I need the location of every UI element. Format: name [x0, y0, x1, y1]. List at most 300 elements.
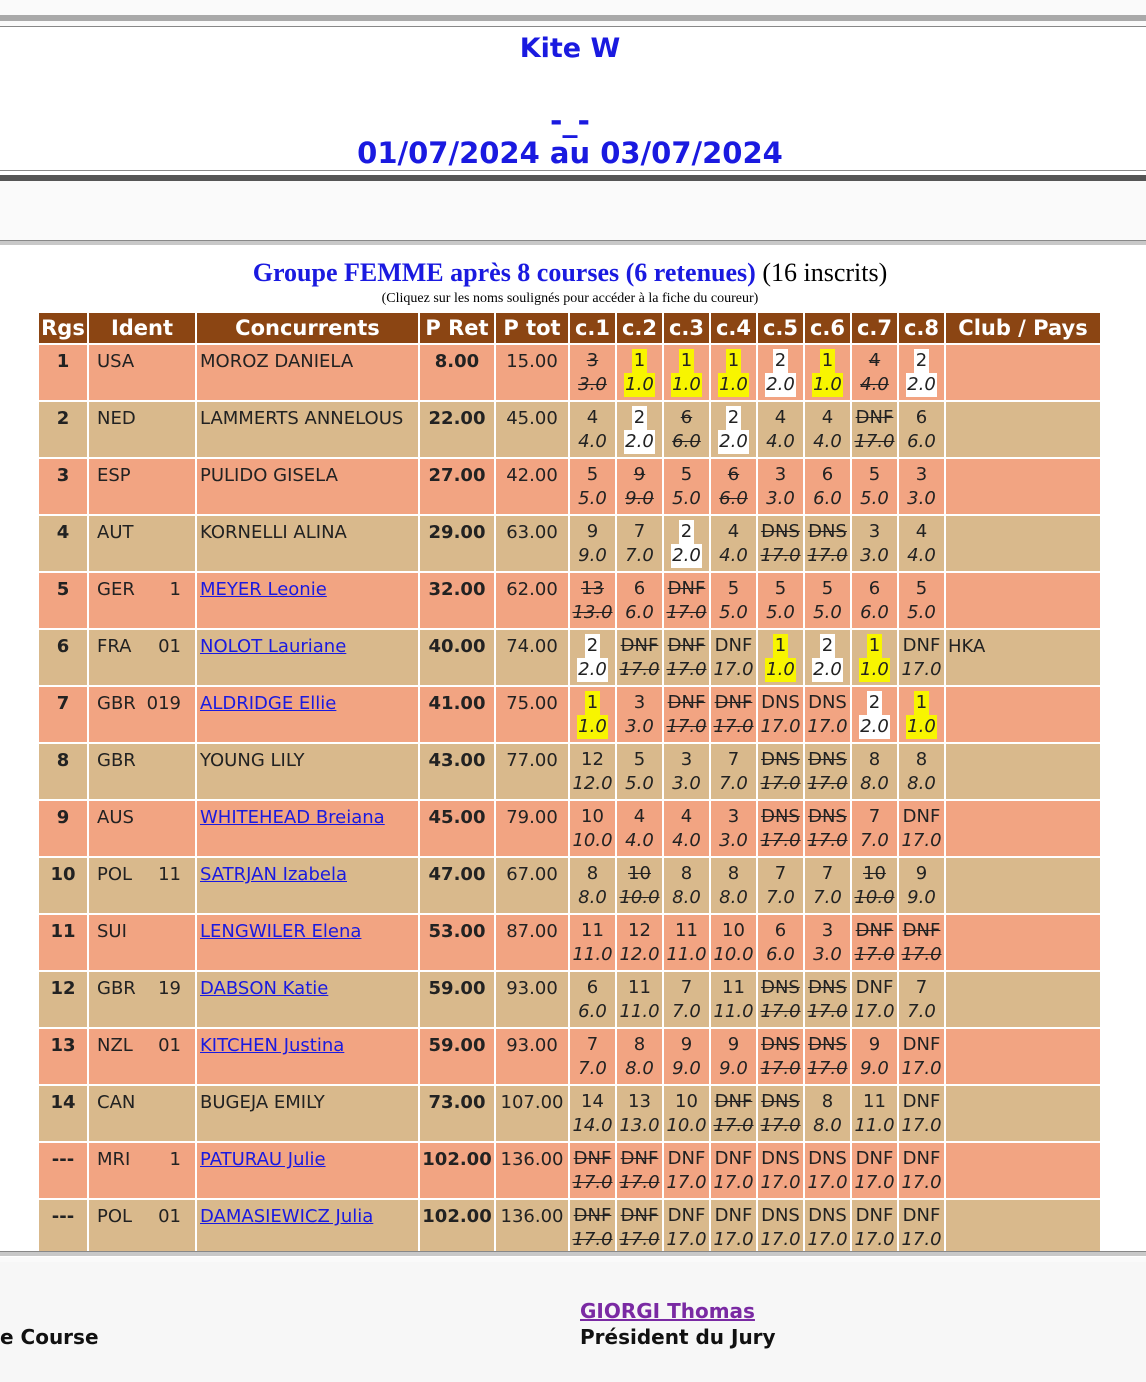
race-result-cell — [617, 345, 662, 400]
race-place: 3 — [727, 806, 740, 827]
club-cell — [946, 1143, 1100, 1198]
race-points: 17.0 — [760, 1058, 801, 1079]
race-result-cell — [664, 402, 709, 457]
ident-cell — [89, 1086, 195, 1141]
race-points: 17.0 — [760, 1001, 801, 1022]
race-place: 10 — [863, 863, 886, 884]
race-points: 17.0 — [760, 830, 801, 851]
club-cell — [946, 516, 1100, 571]
sail-number: 01 — [158, 636, 181, 657]
race-points: 5.0 — [625, 773, 654, 794]
competitor-cell — [197, 630, 418, 685]
sail-number: 01 — [158, 1035, 181, 1056]
race-points: 17.0 — [901, 1115, 942, 1136]
club-cell — [946, 1086, 1100, 1141]
race-points: 6.0 — [813, 488, 842, 509]
race-place: 5 — [821, 578, 834, 599]
race-place: 10 — [722, 920, 745, 941]
total-points-cell: 75.00 — [496, 687, 568, 742]
race-result-cell — [711, 915, 756, 970]
race-result-cell — [711, 858, 756, 913]
rank-cell: 4 — [39, 516, 87, 571]
race-result-cell — [758, 744, 803, 799]
nation-code: GBR — [97, 750, 136, 771]
race-points: 6.0 — [907, 431, 936, 452]
ident-cell — [89, 345, 195, 400]
table-row — [39, 516, 1100, 571]
competitor-cell — [197, 516, 418, 571]
race-place: 8 — [633, 1034, 646, 1055]
race-result-cell — [899, 687, 944, 742]
race-points: 5.0 — [719, 602, 748, 623]
race-result-cell — [805, 1029, 850, 1084]
race-place: 3 — [868, 521, 881, 542]
race-points: 6.0 — [766, 944, 795, 965]
race-place: 2 — [633, 407, 646, 428]
race-points: 2.0 — [672, 545, 701, 566]
race-place: 6 — [680, 407, 693, 428]
ident-cell — [89, 915, 195, 970]
race-points: 6.0 — [860, 602, 889, 623]
race-result-cell — [617, 573, 662, 628]
race-result-cell — [711, 744, 756, 799]
race-place: 3 — [915, 464, 928, 485]
race-result-cell — [899, 972, 944, 1027]
race-place: 7 — [868, 806, 881, 827]
race-result-cell — [852, 858, 897, 913]
race-result-cell — [805, 345, 850, 400]
rank-cell: 10 — [39, 858, 87, 913]
race-result-cell — [711, 516, 756, 571]
race-result-cell — [711, 1143, 756, 1198]
nation-code: POL — [97, 1206, 133, 1227]
race-points: 9.0 — [860, 1058, 889, 1079]
results-table — [37, 311, 1102, 1257]
race-place: DNF — [902, 1091, 941, 1112]
race-points: 1.0 — [672, 374, 701, 395]
nation-code: MRI — [97, 1149, 131, 1170]
rank-cell: 2 — [39, 402, 87, 457]
competitor-cell — [197, 345, 418, 400]
race-points: 5.0 — [907, 602, 936, 623]
nation-code: GBR — [97, 693, 136, 714]
race-result-cell — [664, 345, 709, 400]
nation-code: NZL — [97, 1035, 133, 1056]
race-points: 11.0 — [713, 1001, 754, 1022]
race-result-cell — [852, 573, 897, 628]
retained-points-cell: 22.00 — [420, 402, 494, 457]
total-points-cell: 87.00 — [496, 915, 568, 970]
rank-cell: 7 — [39, 687, 87, 742]
race-place: 7 — [586, 1034, 599, 1055]
competitor-cell — [197, 687, 418, 742]
race-result-cell — [758, 801, 803, 856]
race-place: 1 — [680, 350, 693, 371]
race-place: DNS — [761, 749, 800, 770]
race-points: 17.0 — [854, 431, 895, 452]
race-points: 13.0 — [619, 1115, 660, 1136]
table-row — [39, 1143, 1100, 1198]
race-points: 17.0 — [854, 1229, 895, 1250]
competitor-link[interactable]: DABSON Katie — [200, 978, 329, 999]
sail-number: 11 — [158, 864, 181, 885]
race-place: DNS — [808, 1148, 847, 1169]
race-place: DNF — [667, 635, 706, 656]
race-result-cell — [899, 459, 944, 514]
race-points: 1.0 — [578, 716, 607, 737]
race-place: 7 — [633, 521, 646, 542]
race-points: 7.0 — [578, 1058, 607, 1079]
race-result-cell — [664, 630, 709, 685]
race-place: 5 — [727, 578, 740, 599]
race-points: 4.0 — [860, 374, 889, 395]
race-points: 17.0 — [901, 1058, 942, 1079]
column-header: Concurrents — [197, 313, 418, 343]
ident-cell — [89, 1029, 195, 1084]
race-place: 9 — [868, 1034, 881, 1055]
competitor-link[interactable]: KITCHEN Justina — [200, 1035, 345, 1056]
race-place: 6 — [586, 977, 599, 998]
race-result-cell — [617, 801, 662, 856]
race-place: 6 — [915, 407, 928, 428]
race-result-cell — [570, 915, 615, 970]
race-place: 11 — [675, 920, 698, 941]
race-place: 2 — [680, 521, 693, 542]
race-result-cell — [899, 1029, 944, 1084]
race-points: 17.0 — [760, 1115, 801, 1136]
race-points: 17.0 — [901, 1229, 942, 1250]
ident-cell — [89, 516, 195, 571]
race-points: 6.0 — [672, 431, 701, 452]
ident-cell — [89, 858, 195, 913]
race-result-cell — [899, 801, 944, 856]
total-points-cell: 63.00 — [496, 516, 568, 571]
competitor-link[interactable]: WHITEHEAD Breiana — [200, 807, 385, 828]
race-place: DNS — [761, 1205, 800, 1226]
race-place: DNF — [620, 635, 659, 656]
nation-code: CAN — [97, 1092, 136, 1113]
race-points: 17.0 — [619, 1229, 660, 1250]
race-place: 6 — [774, 920, 787, 941]
nation-code: ESP — [97, 465, 131, 486]
competitor-link[interactable]: NOLOT Lauriane — [200, 636, 347, 657]
race-place: DNF — [667, 1205, 706, 1226]
table-row — [39, 744, 1100, 799]
race-points: 17.0 — [807, 773, 848, 794]
nation-code: SUI — [97, 921, 127, 942]
race-place: 7 — [727, 749, 740, 770]
race-result-cell — [664, 744, 709, 799]
race-result-cell — [570, 345, 615, 400]
race-result-cell — [899, 345, 944, 400]
race-place: 1 — [821, 350, 834, 371]
retained-points-cell: 59.00 — [420, 1029, 494, 1084]
competitor-cell — [197, 1086, 418, 1141]
race-points: 6.0 — [625, 602, 654, 623]
retained-points-cell: 8.00 — [420, 345, 494, 400]
race-place: DNF — [902, 635, 941, 656]
race-result-cell — [617, 858, 662, 913]
race-place: 1 — [727, 350, 740, 371]
total-points-cell: 93.00 — [496, 1029, 568, 1084]
race-place: 4 — [586, 407, 599, 428]
race-points: 1.0 — [719, 374, 748, 395]
footer-left-text: e Course — [0, 1325, 99, 1349]
race-points: 7.0 — [672, 1001, 701, 1022]
race-place: DNS — [761, 977, 800, 998]
race-place: 2 — [821, 635, 834, 656]
race-result-cell — [758, 687, 803, 742]
race-place: DNS — [808, 749, 847, 770]
retained-points-cell: 102.00 — [420, 1200, 494, 1255]
retained-points-cell: 45.00 — [420, 801, 494, 856]
race-result-cell — [758, 858, 803, 913]
competitor-cell — [197, 972, 418, 1027]
race-result-cell — [899, 402, 944, 457]
race-result-cell — [570, 858, 615, 913]
race-points: 9.0 — [719, 1058, 748, 1079]
race-place: 1 — [868, 635, 881, 656]
race-place: 5 — [915, 578, 928, 599]
competitor-cell — [197, 573, 418, 628]
table-row — [39, 573, 1100, 628]
race-place: DNF — [714, 1091, 753, 1112]
column-header: c.8 — [899, 313, 944, 343]
race-result-cell — [852, 1143, 897, 1198]
race-points: 8.0 — [672, 887, 701, 908]
race-points: 6.0 — [578, 1001, 607, 1022]
race-place: 7 — [680, 977, 693, 998]
race-result-cell — [570, 1029, 615, 1084]
race-result-cell — [852, 516, 897, 571]
race-place: 8 — [680, 863, 693, 884]
race-points: 12.0 — [572, 773, 613, 794]
total-points-cell: 15.00 — [496, 345, 568, 400]
jury-president-link[interactable]: GIORGI Thomas — [580, 1299, 755, 1323]
total-points-cell: 77.00 — [496, 744, 568, 799]
race-result-cell — [805, 687, 850, 742]
race-place: DNS — [808, 1205, 847, 1226]
race-result-cell — [711, 345, 756, 400]
race-place: 5 — [586, 464, 599, 485]
race-result-cell — [570, 1086, 615, 1141]
race-points: 2.0 — [719, 431, 748, 452]
race-result-cell — [758, 573, 803, 628]
retained-points-cell: 41.00 — [420, 687, 494, 742]
race-place: 9 — [915, 863, 928, 884]
race-place: 4 — [868, 350, 881, 371]
rank-cell: 3 — [39, 459, 87, 514]
race-result-cell — [852, 744, 897, 799]
race-points: 17.0 — [901, 1172, 942, 1193]
nation-code: GER — [97, 579, 135, 600]
race-points: 17.0 — [807, 716, 848, 737]
nation-code: USA — [97, 351, 135, 372]
race-result-cell — [852, 402, 897, 457]
race-points: 7.0 — [860, 830, 889, 851]
race-points: 7.0 — [813, 887, 842, 908]
race-result-cell — [664, 1086, 709, 1141]
race-place: DNS — [761, 1034, 800, 1055]
jury-president-role: Président du Jury — [580, 1325, 776, 1349]
race-points: 17.0 — [713, 1229, 754, 1250]
competitor-link[interactable]: MEYER Leonie — [200, 579, 327, 600]
club-cell — [946, 459, 1100, 514]
retained-points-cell: 73.00 — [420, 1086, 494, 1141]
race-result-cell — [617, 972, 662, 1027]
race-result-cell — [852, 915, 897, 970]
race-result-cell — [570, 972, 615, 1027]
race-result-cell — [758, 1086, 803, 1141]
race-place: DNF — [714, 635, 753, 656]
race-result-cell — [664, 972, 709, 1027]
race-points: 17.0 — [666, 1172, 707, 1193]
race-place: DNF — [620, 1148, 659, 1169]
race-place: DNF — [855, 920, 894, 941]
race-points: 3.0 — [860, 545, 889, 566]
race-place: 4 — [727, 521, 740, 542]
race-result-cell — [664, 1200, 709, 1255]
race-result-cell — [899, 1143, 944, 1198]
race-place: DNS — [761, 1091, 800, 1112]
retained-points-cell: 32.00 — [420, 573, 494, 628]
race-result-cell — [852, 459, 897, 514]
race-points: 6.0 — [719, 488, 748, 509]
race-result-cell — [805, 858, 850, 913]
race-points: 10.0 — [619, 887, 660, 908]
race-place: 4 — [821, 407, 834, 428]
competitor-cell — [197, 801, 418, 856]
race-points: 7.0 — [719, 773, 748, 794]
nation-code: GBR — [97, 978, 136, 999]
rank-cell: 14 — [39, 1086, 87, 1141]
race-place: 8 — [915, 749, 928, 770]
race-points: 17.0 — [807, 1058, 848, 1079]
race-result-cell — [617, 744, 662, 799]
total-points-cell: 74.00 — [496, 630, 568, 685]
column-header: c.6 — [805, 313, 850, 343]
race-points: 4.0 — [578, 431, 607, 452]
ident-cell — [89, 402, 195, 457]
ident-cell — [89, 573, 195, 628]
total-points-cell: 136.00 — [496, 1143, 568, 1198]
race-place: 1 — [633, 350, 646, 371]
race-place: 2 — [774, 350, 787, 371]
nation-code: NED — [97, 408, 136, 429]
competitor-link[interactable]: ALDRIDGE Ellie — [200, 693, 337, 714]
race-points: 12.0 — [619, 944, 660, 965]
race-points: 10.0 — [713, 944, 754, 965]
race-points: 17.0 — [619, 1172, 660, 1193]
competitor-name: LAMMERTS ANNELOUS — [200, 408, 404, 429]
race-result-cell — [711, 573, 756, 628]
race-result-cell — [899, 630, 944, 685]
competitor-cell — [197, 1143, 418, 1198]
race-place: DNF — [714, 1148, 753, 1169]
race-place: 10 — [628, 863, 651, 884]
race-points: 8.0 — [907, 773, 936, 794]
competitor-name: KORNELLI ALINA — [200, 522, 347, 543]
retained-points-cell: 102.00 — [420, 1143, 494, 1198]
race-place: 4 — [915, 521, 928, 542]
race-place: 4 — [774, 407, 787, 428]
race-points: 1.0 — [766, 659, 795, 680]
race-result-cell — [711, 801, 756, 856]
race-place: DNS — [761, 521, 800, 542]
race-points: 17.0 — [713, 1172, 754, 1193]
ident-cell — [89, 1143, 195, 1198]
race-result-cell — [570, 744, 615, 799]
footer-panel — [0, 1262, 1146, 1382]
race-place: DNF — [902, 1034, 941, 1055]
race-place: 7 — [774, 863, 787, 884]
race-result-cell — [899, 858, 944, 913]
competitor-link[interactable]: DAMASIEWICZ Julia — [200, 1206, 374, 1227]
column-header: c.4 — [711, 313, 756, 343]
column-header: P Ret — [420, 313, 494, 343]
nation-code: AUS — [97, 807, 134, 828]
race-result-cell — [617, 459, 662, 514]
race-result-cell — [852, 1200, 897, 1255]
race-result-cell — [758, 459, 803, 514]
race-place: 10 — [581, 806, 604, 827]
race-place: 6 — [633, 578, 646, 599]
race-result-cell — [664, 1029, 709, 1084]
table-row — [39, 1029, 1100, 1084]
race-place: DNF — [573, 1205, 612, 1226]
race-place: 8 — [727, 863, 740, 884]
competitor-link[interactable]: SATRJAN Izabela — [200, 864, 347, 885]
rank-cell: 11 — [39, 915, 87, 970]
race-result-cell — [664, 801, 709, 856]
table-row — [39, 972, 1100, 1027]
sail-number: 01 — [158, 1206, 181, 1227]
column-header: Rgs — [39, 313, 87, 343]
race-points: 7.0 — [907, 1001, 936, 1022]
club-cell — [946, 858, 1100, 913]
race-points: 17.0 — [666, 1229, 707, 1250]
race-result-cell — [570, 402, 615, 457]
race-points: 3.0 — [672, 773, 701, 794]
ident-cell — [89, 630, 195, 685]
race-result-cell — [617, 516, 662, 571]
race-place: 9 — [633, 464, 646, 485]
race-place: DNF — [902, 806, 941, 827]
group-count: (16 inscrits) — [762, 258, 888, 287]
competitor-link[interactable]: PATURAU Julie — [200, 1149, 326, 1170]
rank-cell: 9 — [39, 801, 87, 856]
total-points-cell: 42.00 — [496, 459, 568, 514]
race-place: DNF — [855, 1205, 894, 1226]
competitor-cell — [197, 402, 418, 457]
race-result-cell — [664, 1143, 709, 1198]
race-points: 17.0 — [901, 659, 942, 680]
race-result-cell — [711, 687, 756, 742]
competitor-link[interactable]: LENGWILER Elena — [200, 921, 362, 942]
race-points: 11.0 — [572, 944, 613, 965]
race-place: 3 — [680, 749, 693, 770]
race-result-cell — [617, 1086, 662, 1141]
race-points: 2.0 — [860, 716, 889, 737]
column-header: P tot — [496, 313, 568, 343]
race-result-cell — [805, 915, 850, 970]
race-points: 17.0 — [901, 830, 942, 851]
table-row — [39, 687, 1100, 742]
rank-cell: 1 — [39, 345, 87, 400]
competitor-name: PULIDO GISELA — [200, 465, 338, 486]
table-row — [39, 402, 1100, 457]
competitor-name: BUGEJA EMILY — [200, 1092, 325, 1113]
